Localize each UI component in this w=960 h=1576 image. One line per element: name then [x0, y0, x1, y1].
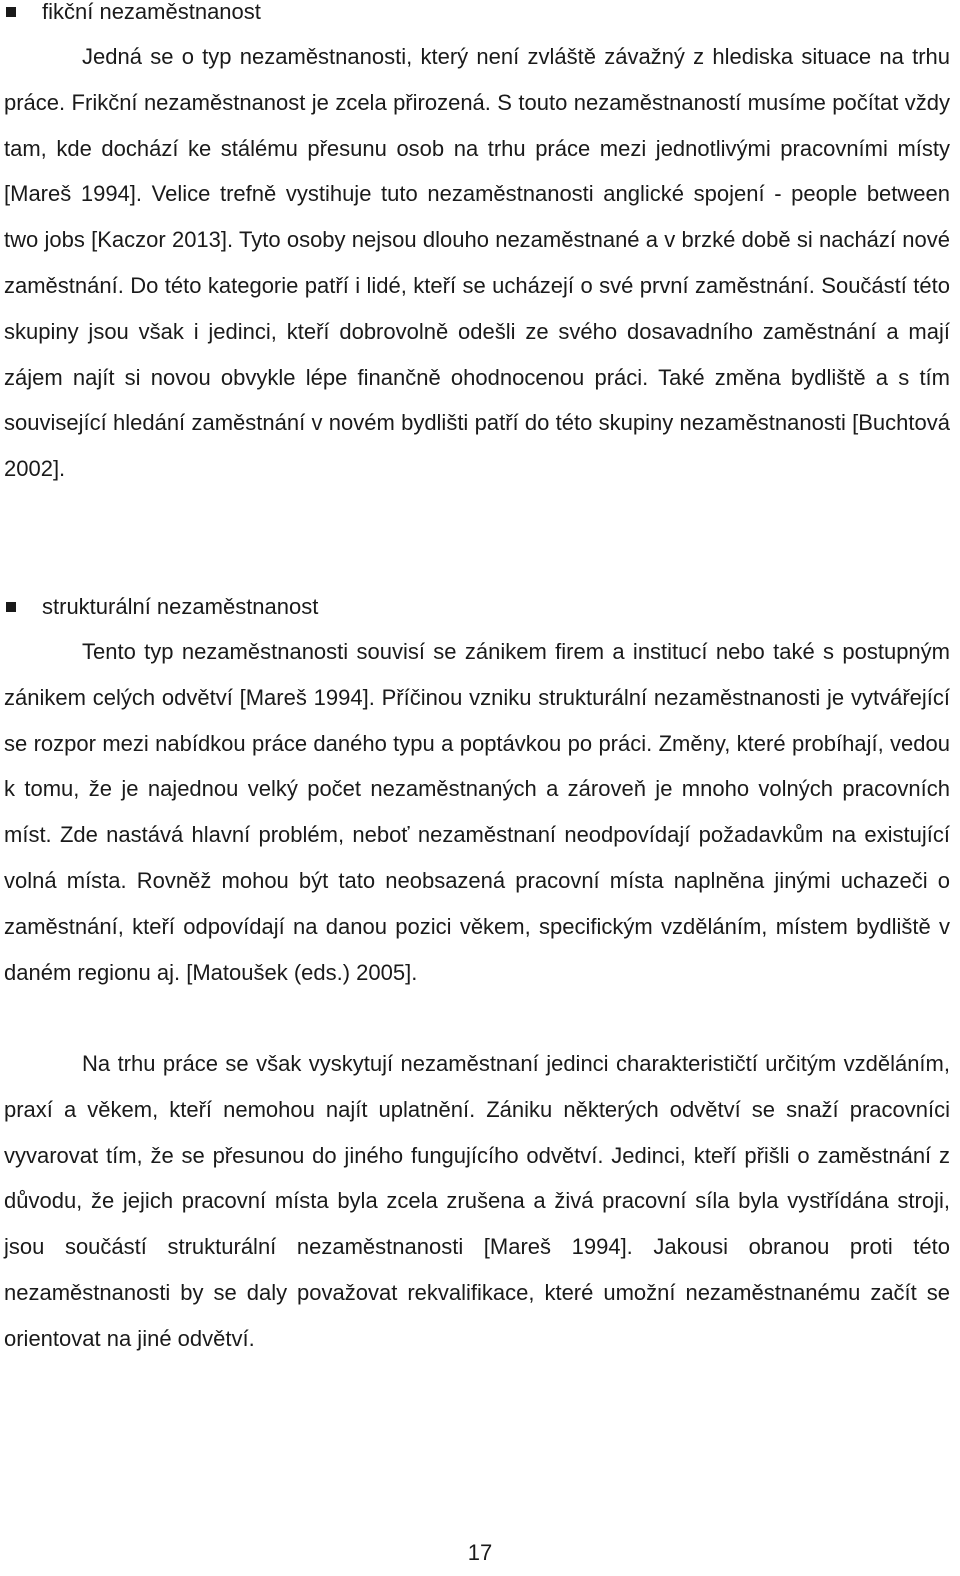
paragraph: Na trhu práce se však vyskytují nezaměstnaní jedinci charakterističtí určitým vzděláním, praxí a věkem, kteří nemohou najít uplatnění. Zániku některých odvětví se snaží pracovníci vyvarovat tím, že se přesunou do jiného fungujícího odvětví. Jedinci, kteří přišli o zaměstnání z důvodu, že jejich pracovní místa byla zcela zrušena a živá pracovní síla byla vystřídána stroji, jsou součástí strukturální nezaměstnanosti [Mareš 1994]. Jakousi obranou proti této nezaměstnanosti by se daly považovat rekvalifikace, které umožní nezaměstnanému začít se orientovat na jiné odvětví. — [4, 1051, 950, 1351]
bullet-item-frictional — [6, 0, 946, 35]
section-heading: fikční nezaměstnanost — [42, 0, 261, 24]
square-bullet-icon — [6, 602, 16, 612]
square-bullet-icon — [6, 7, 16, 17]
bullet-item-structural — [6, 584, 946, 630]
paragraph: Tento typ nezaměstnanosti souvisí se zánikem firem a institucí nebo také s postupným zánikem celých odvětví [Mareš 1994]. Příčinou vzniku strukturální nezaměstnanosti je vytvářející se rozpor mezi nabídkou práce daného typu a poptávkou po práci. Změny, které probíhají, vedou k tomu, že je najednou velký počet nezaměstnaných a zároveň je mnoho volných pracovních míst. Zde nastává hlavní problém, neboť nezaměstnaní neodpovídají požadavkům na existující volná místa. Rovněž mohou být tato neobsazená pracovní místa naplněna jinými uchazeči o zaměstnání, kteří odpovídají na danou pozici věkem, specifickým vzděláním, místem bydliště v daném regionu aj. [Matoušek (eds.) 2005]. — [4, 639, 950, 985]
paragraph: Jedná se o typ nezaměstnanosti, který není zvláště závažný z hlediska situace na trhu práce. Frikční nezaměstnanost je zcela přirozená. S touto nezaměstnaností musíme počítat vždy tam, kde dochází ke stálému přesunu osob na trhu práce mezi jednotlivými pracovními místy [Mareš 1994]. Velice trefně vystihuje tuto nezaměstnanosti anglické spojení - people between two jobs [Kaczor 2013]. Tyto osoby nejsou dlouho nezaměstnané a v brzké době si nachází nové zaměstnání. Do této kategorie patří i lidé, kteří se ucházejí o své první zaměstnání. Součástí této skupiny jsou však i jedinci, kteří dobrovolně odešli ze svého dosavadního zaměstnání a mají zájem najít si novou obvykle lépe finančně ohodnocenou práci. Také změna bydliště a s tím související hledání zaměstnání v novém bydlišti patří do této skupiny nezaměstnanosti [Buchtová 2002]. — [4, 44, 950, 482]
page-number: 17 — [467, 1540, 493, 1565]
section-heading: strukturální nezaměstnanost — [42, 594, 319, 619]
